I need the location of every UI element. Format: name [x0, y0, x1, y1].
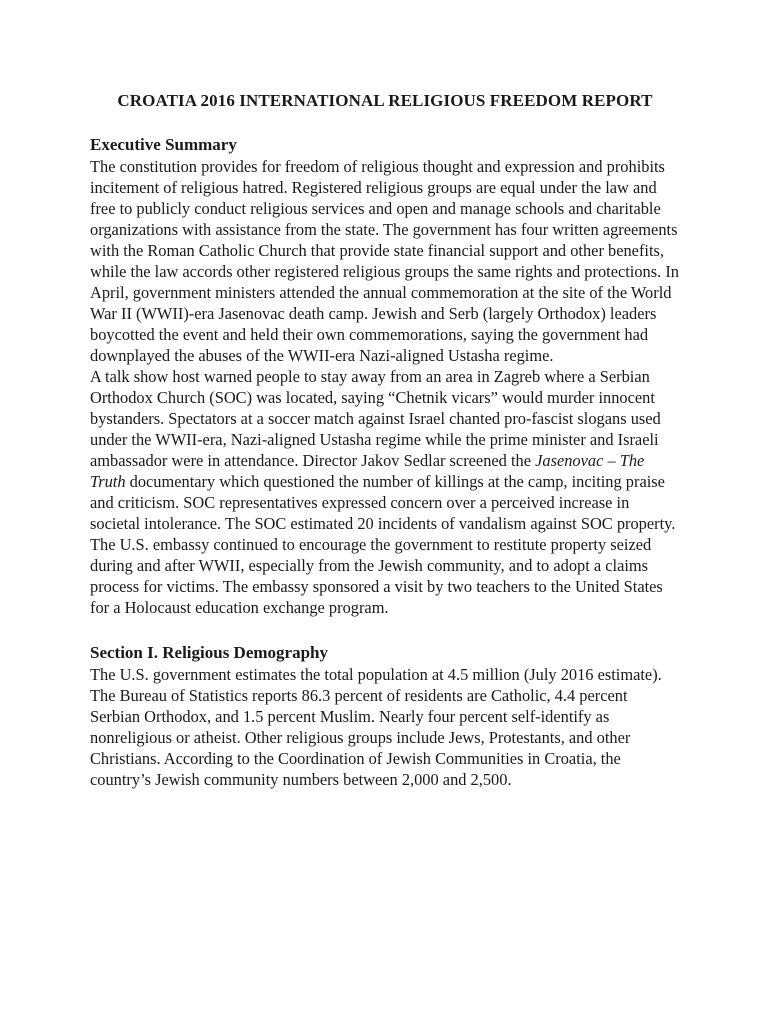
documentary-title: Jasenovac – The Truth [90, 451, 645, 491]
section-heading-religious-demography: Section I. Religious Demography [90, 643, 328, 662]
document-title: CROATIA 2016 INTERNATIONAL RELIGIOUS FREEDOM REPORT [117, 91, 653, 110]
paragraph-executive-summary-3: The U.S. embassy continued to encourage the government to restitute property seized during and after WWII, especially from the Jewish community, and to adopt a claims process for victims. The embassy sponsored a visit by two teachers to the United States for a Holocaust education exchange program. [90, 535, 663, 617]
paragraph-executive-summary-2 [90, 366, 680, 534]
paragraph-text-before: A talk show host warned people to stay away from an area in Zagreb where a Serbian Orthodox Church (SOC) was located, saying “Chetnik vicars” would murder innocent bystanders. Spectators at a soccer match against Israel chanted pro-fascist slogans used under the WWII-era, Nazi-aligned Ustasha regime while the prime minister and Israeli ambassador were in attendance. Director Jakov Sedlar screened the [90, 367, 661, 470]
section-heading-executive-summary: Executive Summary [90, 135, 237, 154]
paragraph-executive-summary-1: The constitution provides for freedom of religious thought and expression and prohibits incitement of religious hatred. Registered religious groups are equal under the law and free to publicly conduct religious services and open and manage schools and charitable organizations with assistance from the state. The government has four written agreements with the Roman Catholic Church that provide state financial support and other benefits, while the law accords other registered religious groups the same rights and protections. In April, government ministers attended the annual commemoration at the site of the World War II (WWII)-era Jasenovac death camp. Jewish and Serb (largely Orthodox) leaders boycotted the event and held their own commemorations, saying the government had downplayed the abuses of the WWII-era Nazi-aligned Ustasha regime. [90, 157, 679, 365]
paragraph-text-after: documentary which questioned the number of killings at the camp, inciting praise and criticism. SOC representatives expressed concern over a perceived increase in societal intolerance. The SOC estimated 20 incidents of vandalism against SOC property. [90, 472, 676, 533]
paragraph-religious-demography-1: The U.S. government estimates the total population at 4.5 million (July 2016 estimate). The Bureau of Statistics reports 86.3 percent of residents are Catholic, 4.4 percent Serbian Orthodox, and 1.5 percent Muslim. Nearly four percent self-identify as nonreligious or atheist. Other religious groups include Jews, Protestants, and other Christians. According to the Coordination of Jewish Communities in Croatia, the country’s Jewish community numbers between 2,000 and 2,500. [90, 665, 662, 789]
